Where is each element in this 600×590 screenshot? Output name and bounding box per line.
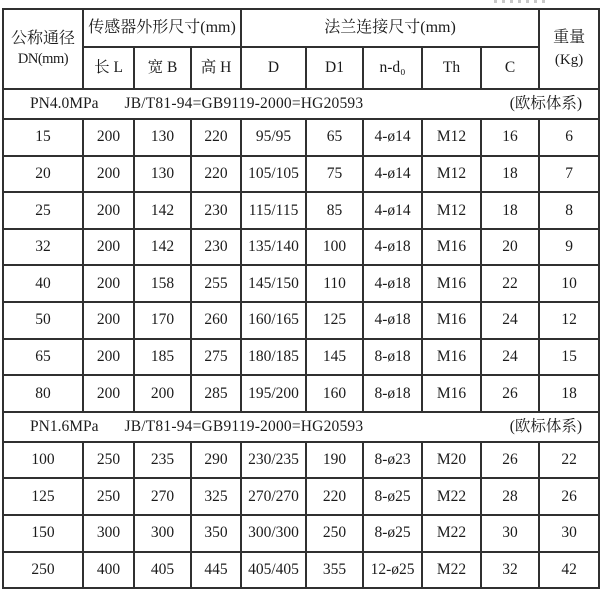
table-cell: M16 [422,375,481,412]
table-cell: M16 [422,302,481,339]
table-cell: 200 [83,302,134,339]
table-cell: 110 [306,265,363,302]
table-cell: 200 [134,375,191,412]
table-cell: 230 [191,229,241,266]
table-cell: 8-ø18 [363,375,422,412]
table-cell: 4-ø14 [363,156,422,193]
table-cell: 8-ø25 [363,515,422,552]
pressure-rating-label: PN4.0MPa [30,95,99,113]
table-row [3,442,599,479]
standard-reference-label: JB/T81-94=GB9119-2000=HG20593 [124,95,364,113]
table-cell: 300 [134,515,191,552]
table-cell: 9 [539,229,599,266]
table-cell: 230 [191,192,241,229]
cell-dn: 100 [3,442,83,479]
subheader-length-l: 长 L [83,47,134,89]
table-cell: 32 [481,552,539,589]
table-cell: M16 [422,339,481,376]
header-sensor-dimensions-group: 传感器外形尺寸(mm) [83,9,241,47]
subheader-c: C [481,47,539,89]
table-cell: 200 [83,265,134,302]
table-cell: 18 [539,375,599,412]
table-cell: 30 [481,515,539,552]
table-cell: 12 [539,302,599,339]
table-cell: M20 [422,442,481,479]
subheader-n-d0: n-d₀ [363,47,422,89]
table-cell: 8-ø18 [363,339,422,376]
subheader-height-h: 高 H [191,47,241,89]
table-cell: 200 [83,375,134,412]
section-row [3,412,599,442]
table-cell: 16 [481,119,539,156]
table-cell: M22 [422,478,481,515]
table-cell: 8 [539,192,599,229]
standard-reference-label: JB/T81-94=GB9119-2000=HG20593 [124,417,364,435]
table-cell: 100 [306,229,363,266]
table-cell: M12 [422,192,481,229]
table-cell: 8-ø25 [363,478,422,515]
table-cell: 220 [306,478,363,515]
table-cell: 135/140 [241,229,306,266]
table-cell: 125 [306,302,363,339]
table-row [3,478,599,515]
section-row [3,89,599,119]
table-cell: 20 [481,229,539,266]
table-cell: 325 [191,478,241,515]
table-row [3,302,599,339]
cell-dn: 65 [3,339,83,376]
cell-dn: 40 [3,265,83,302]
table-cell: 4-ø18 [363,229,422,266]
dimension-spec-table [2,8,600,589]
cell-dn: 80 [3,375,83,412]
table-row [3,229,599,266]
table-cell: 158 [134,265,191,302]
table-cell: 170 [134,302,191,339]
table-cell: 270 [134,478,191,515]
table-cell: M12 [422,119,481,156]
table-cell: 180/185 [241,339,306,376]
table-cell: 4-ø18 [363,302,422,339]
table-cell: 285 [191,375,241,412]
table-cell: 142 [134,192,191,229]
cell-dn: 32 [3,229,83,266]
table-cell: 65 [306,119,363,156]
clipped-text-artifact [494,0,546,3]
table-cell: 145 [306,339,363,376]
table-cell: 445 [191,552,241,589]
table-cell: 405 [134,552,191,589]
table-cell: 6 [539,119,599,156]
table-cell: 160 [306,375,363,412]
table-cell: 220 [191,156,241,193]
table-cell: 7 [539,156,599,193]
header-weight-unit: (Kg) [554,51,584,68]
table-cell: M22 [422,552,481,589]
cell-dn: 25 [3,192,83,229]
standard-system-note: (欧标体系) [509,95,583,113]
subheader-d1: D1 [306,47,363,89]
table-cell: 160/165 [241,302,306,339]
table-cell: 355 [306,552,363,589]
table-cell: 250 [83,442,134,479]
table-cell: 270/270 [241,478,306,515]
table-row [3,192,599,229]
table-cell: 200 [83,156,134,193]
table-row [3,156,599,193]
section-cell [3,412,599,442]
table-cell: 4-ø14 [363,192,422,229]
header-flange-dimensions-group: 法兰连接尺寸(mm) [241,9,539,47]
table-cell: 142 [134,229,191,266]
table-cell: 300 [83,515,134,552]
table-cell: 145/150 [241,265,306,302]
table-cell: 22 [539,442,599,479]
table-cell: 95/95 [241,119,306,156]
header-weight-label: 重量 [553,29,586,47]
table-cell: 4-ø18 [363,265,422,302]
table-cell: 18 [481,192,539,229]
cell-dn: 150 [3,515,83,552]
table-cell: 28 [481,478,539,515]
table-cell: 85 [306,192,363,229]
table-cell: 26 [539,478,599,515]
table-cell: 130 [134,119,191,156]
table-cell: 400 [83,552,134,589]
table-cell: 200 [83,192,134,229]
table-row [3,375,599,412]
table-cell: M16 [422,265,481,302]
pressure-rating-label: PN1.6MPa [30,417,99,435]
table-cell: 24 [481,339,539,376]
table-cell: 185 [134,339,191,376]
table-cell: 10 [539,265,599,302]
table-cell: 200 [83,119,134,156]
table-cell: 30 [539,515,599,552]
subheader-width-b: 宽 B [134,47,191,89]
table-cell: 200 [83,229,134,266]
cell-dn: 50 [3,302,83,339]
header-nominal-diameter-unit: DN(mm) [17,51,69,68]
table-row [3,265,599,302]
table-cell: 42 [539,552,599,589]
table-cell: M12 [422,156,481,193]
table-cell: 130 [134,156,191,193]
table-cell: 18 [481,156,539,193]
table-cell: 115/115 [241,192,306,229]
table-cell: 275 [191,339,241,376]
table-cell: 405/405 [241,552,306,589]
table-cell: 300/300 [241,515,306,552]
table-cell: 235 [134,442,191,479]
table-cell: 22 [481,265,539,302]
table-cell: 260 [191,302,241,339]
subheader-d: D [241,47,306,89]
table-cell: 4-ø14 [363,119,422,156]
table-cell: M22 [422,515,481,552]
header-nominal-diameter [3,9,83,89]
table-cell: 8-ø23 [363,442,422,479]
table-cell: 12-ø25 [363,552,422,589]
cell-dn: 20 [3,156,83,193]
table-cell: 230/235 [241,442,306,479]
table-cell: 200 [83,339,134,376]
table-cell: 255 [191,265,241,302]
table-cell: 190 [306,442,363,479]
header-weight [539,9,599,89]
cell-dn: 125 [3,478,83,515]
cell-dn: 250 [3,552,83,589]
header-nominal-diameter-label: 公称通径 [10,29,75,47]
section-cell [3,89,599,119]
table-row [3,515,599,552]
table-cell: 26 [481,442,539,479]
table-cell: 75 [306,156,363,193]
table-cell: 350 [191,515,241,552]
table-cell: 26 [481,375,539,412]
table-cell: 250 [306,515,363,552]
subheader-row [3,47,599,89]
table-cell: 250 [83,478,134,515]
table-cell: 105/105 [241,156,306,193]
table-row [3,339,599,376]
table-row [3,552,599,589]
table-cell: 15 [539,339,599,376]
table-cell: 220 [191,119,241,156]
table-row [3,119,599,156]
standard-system-note: (欧标体系) [509,417,583,435]
table-cell: M16 [422,229,481,266]
table-cell: 290 [191,442,241,479]
table-cell: 24 [481,302,539,339]
subheader-th: Th [422,47,481,89]
cell-dn: 15 [3,119,83,156]
table-cell: 195/200 [241,375,306,412]
